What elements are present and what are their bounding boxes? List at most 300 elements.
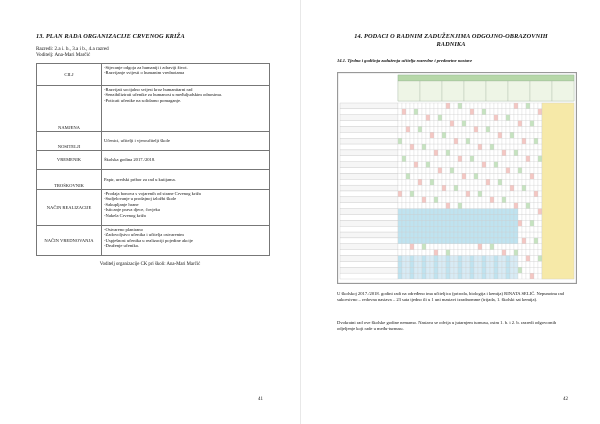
row-label-evaluation: NAČIN VREDNOVANJA xyxy=(37,226,102,256)
schedule-cell xyxy=(414,220,418,226)
schedule-cell xyxy=(462,173,466,179)
schedule-cell xyxy=(466,162,470,168)
schedule-cell xyxy=(510,209,514,215)
schedule-cell xyxy=(434,126,438,132)
teacher-name-cell xyxy=(340,191,398,197)
schedule-cell xyxy=(538,126,542,132)
schedule-cell xyxy=(522,138,526,144)
schedule-cell xyxy=(538,185,542,191)
schedule-cell xyxy=(530,185,534,191)
schedule-cell xyxy=(418,191,422,197)
schedule-cell xyxy=(494,179,498,185)
schedule-cell xyxy=(538,132,542,138)
schedule-cell xyxy=(482,185,486,191)
schedule-cell xyxy=(482,191,486,197)
schedule-cell xyxy=(414,273,418,279)
schedule-cell xyxy=(502,185,506,191)
schedule-cell xyxy=(418,273,422,279)
schedule-cell xyxy=(422,185,426,191)
schedule-cell xyxy=(490,109,494,115)
schedule-cell xyxy=(538,109,542,115)
schedule-cell xyxy=(418,121,422,127)
schedule-cell xyxy=(478,168,482,174)
teacher-name-cell xyxy=(340,261,398,267)
schedule-cell xyxy=(442,197,446,203)
row-content-evaluation xyxy=(102,226,270,256)
schedule-cell xyxy=(446,203,450,209)
schedule-cell xyxy=(478,132,482,138)
schedule-cell xyxy=(406,168,410,174)
content-line: -Sudjelovanje u prodajnoj izložbi škole xyxy=(104,196,177,202)
schedule-cell xyxy=(466,103,470,109)
schedule-cell xyxy=(482,267,486,273)
schedule-cell xyxy=(518,226,522,232)
schedule-cell xyxy=(482,173,486,179)
schedule-cell xyxy=(410,179,414,185)
schedule-cell xyxy=(462,115,466,121)
schedule-cell xyxy=(510,156,514,162)
schedule-cell xyxy=(470,238,474,244)
schedule-cell xyxy=(498,214,502,220)
schedule-cell xyxy=(530,203,534,209)
schedule-cell xyxy=(446,162,450,168)
schedule-cell xyxy=(434,185,438,191)
schedule-cell xyxy=(514,103,518,109)
schedule-cell xyxy=(422,115,426,121)
schedule-cell xyxy=(530,103,534,109)
schedule-cell xyxy=(398,185,402,191)
schedule-cell xyxy=(522,197,526,203)
schedule-cell xyxy=(486,132,490,138)
schedule-cell xyxy=(446,232,450,238)
schedule-cell xyxy=(478,197,482,203)
schedule-cell xyxy=(514,150,518,156)
schedule-cell xyxy=(482,197,486,203)
schedule-cell xyxy=(406,238,410,244)
schedule-cell xyxy=(426,179,430,185)
schedule-cell xyxy=(506,173,510,179)
schedule-cell xyxy=(474,220,478,226)
schedule-cell xyxy=(506,232,510,238)
schedule-cell xyxy=(490,238,494,244)
schedule-cell xyxy=(434,203,438,209)
schedule-cell xyxy=(526,173,530,179)
schedule-cell xyxy=(506,261,510,267)
schedule-cell xyxy=(406,150,410,156)
schedule-cell xyxy=(418,156,422,162)
schedule-cell xyxy=(526,191,530,197)
schedule-cell xyxy=(450,168,454,174)
schedule-cell xyxy=(506,138,510,144)
schedule-cell xyxy=(450,173,454,179)
schedule-cell xyxy=(538,144,542,150)
schedule-cell xyxy=(534,115,538,121)
schedule-cell xyxy=(426,256,430,262)
schedule-cell xyxy=(422,261,426,267)
schedule-cell xyxy=(506,267,510,273)
schedule-cell xyxy=(410,232,414,238)
schedule-cell xyxy=(410,261,414,267)
schedule-cell xyxy=(506,103,510,109)
schedule-cell xyxy=(474,144,478,150)
schedule-cell xyxy=(506,126,510,132)
schedule-cell xyxy=(410,168,414,174)
schedule-cell xyxy=(510,203,514,209)
schedule-cell xyxy=(490,261,494,267)
schedule-cell xyxy=(530,162,534,168)
schedule-cell xyxy=(438,173,442,179)
schedule-cell xyxy=(502,156,506,162)
schedule-cell xyxy=(470,273,474,279)
schedule-cell xyxy=(470,214,474,220)
schedule-cell xyxy=(406,121,410,127)
schedule-cell xyxy=(426,173,430,179)
schedule-cell xyxy=(458,150,462,156)
schedule-cell xyxy=(470,138,474,144)
schedule-cell xyxy=(450,132,454,138)
schedule-cell xyxy=(482,126,486,132)
schedule-cell xyxy=(518,203,522,209)
schedule-cell xyxy=(418,162,422,168)
schedule-cell xyxy=(442,209,446,215)
schedule-cell xyxy=(410,173,414,179)
schedule-cell xyxy=(450,115,454,121)
schedule-cell xyxy=(518,126,522,132)
schedule-cell xyxy=(518,185,522,191)
schedule-cell xyxy=(402,126,406,132)
schedule-cell xyxy=(430,156,434,162)
schedule-cell xyxy=(526,250,530,256)
teacher-schedule-table-image xyxy=(337,72,577,284)
schedule-cell xyxy=(462,250,466,256)
schedule-cell xyxy=(450,238,454,244)
schedule-cell xyxy=(466,214,470,220)
schedule-cell xyxy=(458,109,462,115)
schedule-cell xyxy=(438,121,442,127)
schedule-cell xyxy=(478,238,482,244)
schedule-cell xyxy=(494,191,498,197)
schedule-cell xyxy=(414,144,418,150)
schedule-cell xyxy=(398,173,402,179)
schedule-cell xyxy=(530,226,534,232)
row-label-carriers: NOSITELJI xyxy=(37,132,102,151)
schedule-cell xyxy=(410,115,414,121)
schedule-cell xyxy=(458,226,462,232)
schedule-cell xyxy=(430,126,434,132)
row-label-goal: CILJ xyxy=(37,64,102,86)
schedule-cell xyxy=(454,144,458,150)
schedule-cell xyxy=(398,156,402,162)
schedule-cell xyxy=(498,232,502,238)
schedule-cell xyxy=(426,250,430,256)
schedule-cell xyxy=(410,109,414,115)
schedule-cell xyxy=(414,115,418,121)
schedule-cell xyxy=(434,209,438,215)
schedule-cell xyxy=(454,150,458,156)
schedule-cell xyxy=(514,256,518,262)
schedule-cell xyxy=(474,185,478,191)
schedule-cell xyxy=(458,115,462,121)
schedule-cell xyxy=(446,156,450,162)
schedule-cell xyxy=(466,273,470,279)
content-line: -Poticati učenike na solidarno pomaganje. xyxy=(104,97,182,103)
schedule-cell xyxy=(490,191,494,197)
schedule-cell xyxy=(522,267,526,273)
schedule-cell xyxy=(478,185,482,191)
schedule-cell xyxy=(490,220,494,226)
schedule-cell xyxy=(410,185,414,191)
schedule-cell xyxy=(398,126,402,132)
schedule-cell xyxy=(454,209,458,215)
schedule-cell xyxy=(406,220,410,226)
teacher-name-cell xyxy=(340,115,398,121)
schedule-cell xyxy=(406,173,410,179)
schedule-cell xyxy=(426,261,430,267)
schedule-cell xyxy=(482,203,486,209)
schedule-cell xyxy=(398,238,402,244)
schedule-cell xyxy=(406,115,410,121)
schedule-cell xyxy=(426,103,430,109)
schedule-cell xyxy=(438,150,442,156)
schedule-cell xyxy=(398,226,402,232)
schedule-cell xyxy=(486,115,490,121)
schedule-cell xyxy=(534,121,538,127)
schedule-cell xyxy=(490,209,494,215)
schedule-cell xyxy=(418,238,422,244)
schedule-cell xyxy=(414,126,418,132)
schedule-cell xyxy=(450,244,454,250)
schedule-cell xyxy=(422,168,426,174)
schedule-cell xyxy=(502,226,506,232)
schedule-cell xyxy=(466,121,470,127)
schedule-cell xyxy=(502,214,506,220)
schedule-cell xyxy=(422,179,426,185)
schedule-cell xyxy=(530,232,534,238)
schedule-cell xyxy=(510,261,514,267)
schedule-cell xyxy=(438,103,442,109)
schedule-cell xyxy=(506,256,510,262)
row-content-carriers xyxy=(102,132,270,151)
schedule-cell xyxy=(526,214,530,220)
schedule-cell xyxy=(518,150,522,156)
schedule-cell xyxy=(466,150,470,156)
schedule-cell xyxy=(458,238,462,244)
schedule-cell xyxy=(478,232,482,238)
schedule-cell xyxy=(398,244,402,250)
schedule-cell xyxy=(478,150,482,156)
schedule-cell xyxy=(414,261,418,267)
schedule-cell xyxy=(418,203,422,209)
schedule-cell xyxy=(530,220,534,226)
schedule-cell xyxy=(462,214,466,220)
schedule-cell xyxy=(414,256,418,262)
schedule-cell xyxy=(530,168,534,174)
schedule-cell xyxy=(406,209,410,215)
schedule-cell xyxy=(522,244,526,250)
schedule-cell xyxy=(510,132,514,138)
schedule-cell xyxy=(530,150,534,156)
schedule-cell xyxy=(458,220,462,226)
schedule-cell xyxy=(530,126,534,132)
schedule-cell xyxy=(454,214,458,220)
schedule-cell xyxy=(534,138,538,144)
schedule-cell xyxy=(514,132,518,138)
schedule-cell xyxy=(414,203,418,209)
schedule-cell xyxy=(534,197,538,203)
content-line: -Prodaja bonova s vojarenih od strane Crvenog križa xyxy=(104,190,201,196)
schedule-cell xyxy=(486,244,490,250)
schedule-cell xyxy=(506,115,510,121)
schedule-cell xyxy=(518,261,522,267)
teacher-name-cell xyxy=(340,232,398,238)
schedule-cell xyxy=(514,168,518,174)
schedule-cell xyxy=(442,250,446,256)
schedule-cell xyxy=(450,250,454,256)
schedule-cell xyxy=(514,261,518,267)
schedule-cell xyxy=(510,185,514,191)
schedule-cell xyxy=(494,244,498,250)
schedule-cell xyxy=(454,103,458,109)
schedule-cell xyxy=(418,132,422,138)
schedule-cell xyxy=(534,209,538,215)
teacher-name-cell xyxy=(340,267,398,273)
schedule-cell xyxy=(442,150,446,156)
schedule-cell xyxy=(506,203,510,209)
schedule-cell xyxy=(410,209,414,215)
schedule-cell xyxy=(434,162,438,168)
schedule-cell xyxy=(514,179,518,185)
schedule-cell xyxy=(402,232,406,238)
schedule-cell xyxy=(462,197,466,203)
schedule-cell xyxy=(494,121,498,127)
schedule-header-cell xyxy=(530,81,552,101)
schedule-cell xyxy=(470,168,474,174)
schedule-cell xyxy=(446,144,450,150)
schedule-cell xyxy=(406,138,410,144)
table-row xyxy=(37,170,270,190)
schedule-cell xyxy=(538,115,542,121)
schedule-cell xyxy=(526,115,530,121)
page-number: 41 xyxy=(258,397,263,402)
schedule-cell xyxy=(466,232,470,238)
schedule-cell xyxy=(470,173,474,179)
schedule-cell xyxy=(494,138,498,144)
schedule-cell xyxy=(538,250,542,256)
schedule-cell xyxy=(414,197,418,203)
schedule-cell xyxy=(414,179,418,185)
schedule-cell xyxy=(522,179,526,185)
schedule-cell xyxy=(522,226,526,232)
schedule-cell xyxy=(478,226,482,232)
schedule-cell xyxy=(502,238,506,244)
schedule-cell xyxy=(418,209,422,215)
schedule-cell xyxy=(402,115,406,121)
schedule-cell xyxy=(458,197,462,203)
schedule-cell xyxy=(490,156,494,162)
schedule-cell xyxy=(398,197,402,203)
schedule-cell xyxy=(502,162,506,168)
schedule-cell xyxy=(450,261,454,267)
schedule-cell xyxy=(454,115,458,121)
schedule-cell xyxy=(422,144,426,150)
schedule-cell xyxy=(538,238,542,244)
schedule-cell xyxy=(490,203,494,209)
schedule-cell xyxy=(518,156,522,162)
schedule-cell xyxy=(402,179,406,185)
schedule-cell xyxy=(490,144,494,150)
schedule-cell xyxy=(486,173,490,179)
schedule-cell xyxy=(502,191,506,197)
schedule-cell xyxy=(442,185,446,191)
schedule-cell xyxy=(402,191,406,197)
schedule-cell xyxy=(450,226,454,232)
schedule-cell xyxy=(498,109,502,115)
schedule-cell xyxy=(410,162,414,168)
schedule-cell xyxy=(410,203,414,209)
schedule-cell xyxy=(470,261,474,267)
schedule-cell xyxy=(430,150,434,156)
schedule-cell xyxy=(418,144,422,150)
schedule-cell xyxy=(522,209,526,215)
schedule-cell xyxy=(430,256,434,262)
teacher-name-cell xyxy=(340,126,398,132)
schedule-cell xyxy=(530,191,534,197)
schedule-cell xyxy=(462,126,466,132)
schedule-cell xyxy=(434,273,438,279)
schedule-cell xyxy=(442,173,446,179)
schedule-cell xyxy=(498,138,502,144)
schedule-cell xyxy=(414,232,418,238)
schedule-cell xyxy=(462,103,466,109)
schedule-cell xyxy=(510,273,514,279)
schedule-cell xyxy=(498,150,502,156)
schedule-cell xyxy=(434,144,438,150)
schedule-cell xyxy=(534,232,538,238)
schedule-cell xyxy=(434,220,438,226)
schedule-cell xyxy=(406,203,410,209)
schedule-cell xyxy=(402,138,406,144)
schedule-cell xyxy=(426,168,430,174)
schedule-cell xyxy=(486,232,490,238)
schedule-cell xyxy=(502,179,506,185)
schedule-cell xyxy=(514,273,518,279)
schedule-cell xyxy=(430,185,434,191)
schedule-cell xyxy=(458,179,462,185)
schedule-cell xyxy=(466,197,470,203)
schedule-cell xyxy=(466,185,470,191)
schedule-cell xyxy=(466,144,470,150)
schedule-cell xyxy=(446,244,450,250)
schedule-cell xyxy=(398,273,402,279)
schedule-cell xyxy=(450,126,454,132)
schedule-cell xyxy=(530,256,534,262)
schedule-cell xyxy=(494,173,498,179)
schedule-cell xyxy=(474,267,478,273)
schedule-cell xyxy=(450,232,454,238)
schedule-cell xyxy=(510,126,514,132)
schedule-cell xyxy=(442,115,446,121)
schedule-cell xyxy=(518,144,522,150)
schedule-cell xyxy=(426,232,430,238)
schedule-cell xyxy=(466,238,470,244)
row-content-goal xyxy=(102,64,270,86)
schedule-cell xyxy=(514,191,518,197)
schedule-cell xyxy=(490,250,494,256)
schedule-cell xyxy=(402,238,406,244)
schedule-cell xyxy=(406,162,410,168)
schedule-cell xyxy=(514,238,518,244)
schedule-cell xyxy=(430,232,434,238)
